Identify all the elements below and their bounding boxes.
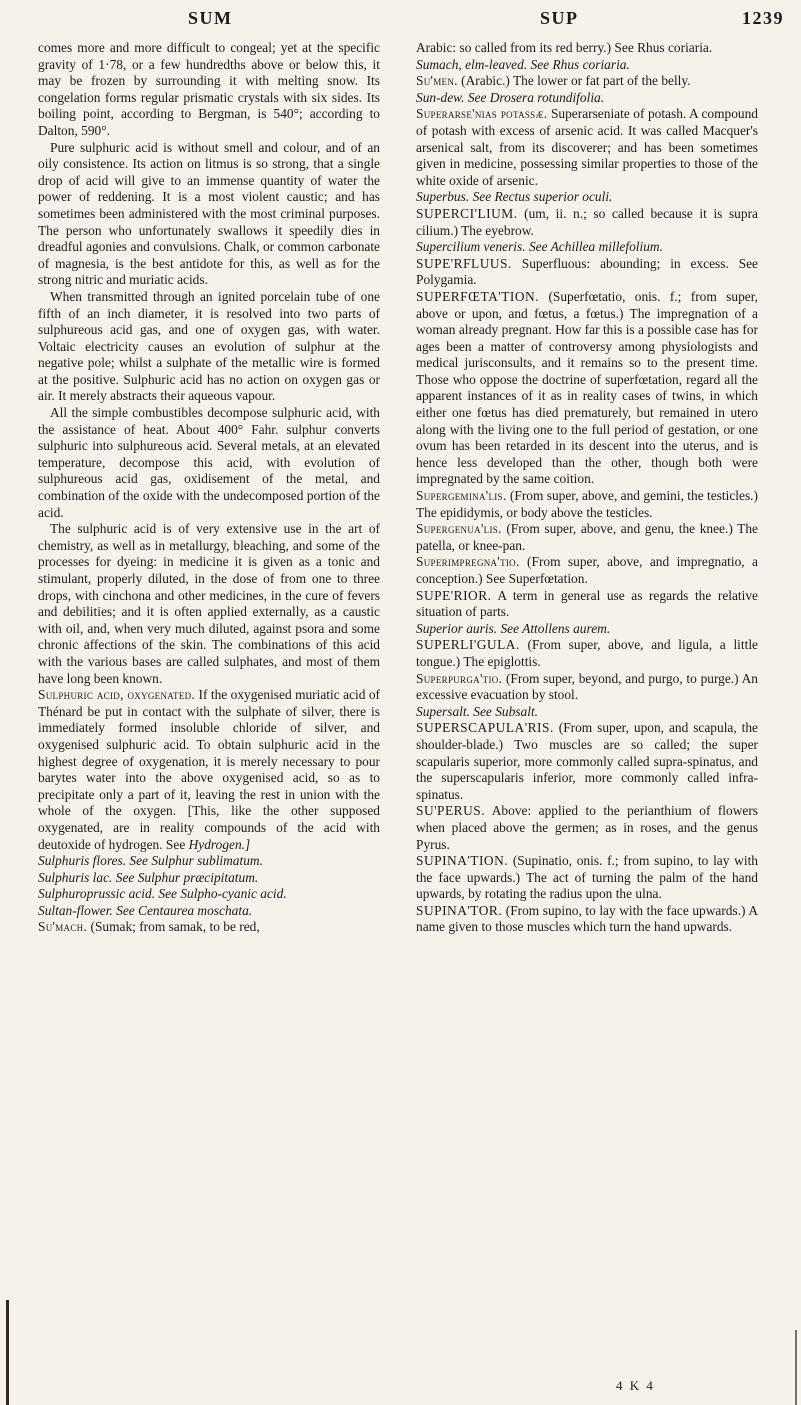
dictionary-entry <box>416 256 758 289</box>
entry-reference: See Sulpho-cyanic acid. <box>158 886 287 902</box>
dictionary-entry <box>416 637 758 670</box>
entry-reference: See Sulphur sublimatum. <box>129 853 263 869</box>
running-header <box>0 0 801 34</box>
dictionary-entry <box>416 521 758 554</box>
dictionary-entry <box>38 687 380 853</box>
dictionary-entry <box>38 886 380 903</box>
dictionary-entry <box>416 488 758 521</box>
paragraph: All the simple combustibles decompose sulphuric acid, with the assistance of heat. About 400° Fahr. sulphur converts sulphuric into sulphureous acid. Several metals, at an elevated temperature, decompose this acid, with evolution of sulphureous acid gas, oxidisement of the metal, and combination of the oxide with the undecomposed portion of the acid. <box>38 405 380 520</box>
dictionary-entry <box>416 853 758 903</box>
entry-body: (Supinatio, onis. f.; from supino, to lay with the face upwards.) The act of turning the palm of the hand upwards, by rotating the radius upon the ulna. <box>416 853 758 902</box>
entry-headword: Sulphuric acid, oxygenated. <box>38 687 196 703</box>
entry-body: (From super, above, and gemini, the testicles.) The epididymis, or body above the testicles. <box>416 488 758 520</box>
entry-body: Superfluous: abounding; in excess. See Polygamia. <box>416 255 758 288</box>
dictionary-entry <box>416 90 758 107</box>
entry-headword: SUPE'RFLUUS. <box>416 255 512 271</box>
entry-headword: SUPE'RIOR. <box>416 587 492 603</box>
dictionary-entry <box>416 621 758 638</box>
dictionary-entry <box>416 106 758 189</box>
entry-body: If the oxygenised muriatic acid of Thénard be put in contact with the sulphate of silver, there is immediately formed insoluble chloride of silver, and oxygenised sulphuric acid. To obtain sulphuric acid in the highest degree of oxygenation, it is merely necessary to pour barytes water into the above oxygenised acid, so as to precipitate only a part of it, leaving the rest in union with the whole of the oxygen. [This, like the other supposed oxygenated, are in reality compounds of the acid with deutoxide of hydrogen. See <box>38 687 380 852</box>
dictionary-entry <box>38 903 380 920</box>
dictionary-entry <box>416 704 758 721</box>
entry-headword: Su'men. <box>416 73 458 89</box>
dictionary-entry <box>416 206 758 239</box>
dictionary-entry <box>416 57 758 74</box>
entry-body: A term in general use as regards the relative situation of parts. <box>416 587 759 620</box>
entry-body: (From super, above, and genu, the knee.) The patella, or knee-pan. <box>416 521 758 553</box>
entry-reference: See Achillea millefolium. <box>528 239 663 255</box>
dictionary-entry <box>416 289 758 488</box>
entry-reference: See Drosera rotundifolia. <box>467 89 605 105</box>
entry-body: Above: applied to the perianthium of flowers when placed above the germen; as in roses, and the genus Pyrus. <box>416 803 758 852</box>
page-edge-shadow <box>795 1330 797 1405</box>
dictionary-entry <box>416 239 758 256</box>
signature-mark: 4 K 4 <box>616 1378 655 1393</box>
dictionary-entry <box>416 803 758 853</box>
entry-body: (From super, beyond, and purgo, to purge.) An excessive evacuation by stool. <box>416 670 758 703</box>
paragraph: Pure sulphuric acid is without smell and colour, and of an oily consistence. Its action on litmus is so strong, that a single drop of acid will give to an immense quantity of water the power of reddening. It is a most violent caustic; and has sometimes been administered with the most criminal purposes. The person who unfortunately swallows it speedily dies in dreadful agonies and convulsions. Chalk, or common carbonate of magnesia, is the best antidote for this, as well as for the strong nitric and muriatic acids. <box>38 139 380 288</box>
entry-reference: See Attollens aurem. <box>500 620 611 636</box>
entry-headword: Sultan-flower. <box>38 902 113 918</box>
page-number: 1239 <box>742 8 784 28</box>
entry-headword: SUPINA'TOR. <box>416 902 503 918</box>
entry-headword: Superarse'nias potassæ. <box>416 106 548 122</box>
entry-headword: Supercilium veneris. <box>416 239 526 255</box>
entry-headword: SUPERCI'LIUM. <box>416 205 518 221</box>
binding-edge <box>6 1300 9 1405</box>
entry-headword: Sulphuris flores. <box>38 853 127 869</box>
entry-headword: Supergemina'lis. <box>416 488 507 504</box>
entry-body: (Superfœtatio, onis. f.; from super, above or upon, and fœtus, a fœtus.) The impregnation of a woman already pregnant. How far this is a possible case has for ages been a matter of controversy among physiologists and medical jurisconsults, and it remains so to the present time. Those who oppose the doctrine of superfœtation, regard all the apparent instances of it as in reality cases of twins, in which either one fœtus has died prematurely, but remained in utero along with the living one to the full period of gestation, or one ovum has been retarded in its descent into the uterus, and is hence less developed than the other, though both were impregnated by the same coition. <box>416 288 758 487</box>
dictionary-entry <box>38 919 380 936</box>
dictionary-entry <box>38 870 380 887</box>
entry-headword: Sumach, elm-leaved. <box>416 56 528 72</box>
dictionary-entry <box>38 853 380 870</box>
entry-reference: See Rhus coriaria. <box>530 56 630 72</box>
paragraph: The sulphuric acid is of very extensive use in the art of chemistry, as well as in metallurgy, bleaching, and some of the processes for dyeing: in medicine it is given as a tonic and stimulant, properly diluted, in the dose of from one to three drops, with cinchona and other medicines, in the cure of fevers and debilities; and it is often applied externally, as a caustic with oil, and, when very much diluted, against psora and some chronic affections of the skin. The combinations of this acid with the various bases are called sulphates, and most of them have long been known. <box>38 521 380 686</box>
entry-headword: Sulphuris lac. <box>38 869 113 885</box>
dictionary-entry <box>416 903 758 936</box>
entry-reference: See Sulphur præcipitatum. <box>115 869 259 885</box>
entry-body: (From supino, to lay with the face upwards.) A name given to those muscles which turn the hand upwards. <box>416 902 759 935</box>
entry-reference: See Subsalt. <box>473 703 539 719</box>
entry-headword: Supergenua'lis. <box>416 521 502 537</box>
entry-headword: SU'PERUS. <box>416 803 486 819</box>
entry-headword: Su'mach. <box>38 919 88 935</box>
paragraph: When transmitted through an ignited porcelain tube of one fifth of an inch diameter, it is resolved into two parts of sulphureous acid gas, and one of oxygen gas, with water. Voltaic electricity causes an evolution of sulphur at the negative pole; whilst a sulphate of the metallic wire is formed at the positive. Sulphuric acid has no action on oxygen gas or air. It merely abstracts their aqueous vapour. <box>38 288 380 404</box>
entry-headword: Supersalt. <box>416 703 470 719</box>
entry-headword: SUPINA'TION. <box>416 853 509 869</box>
entry-body: (Sumak; from samak, to be red, <box>90 919 260 935</box>
header-center-word: SUP <box>540 8 579 28</box>
left-column <box>38 40 380 936</box>
entry-body: Superarseniate of potash. A compound of potash with excess of arsenic acid. It was called Macquer's arsenical salt, from its discoverer; and has been sometimes given in medicine, possessing similar properties to those of the white oxide of arsenic. <box>416 106 758 188</box>
dictionary-entry <box>416 554 758 587</box>
dictionary-entry <box>416 720 758 803</box>
entry-body: (From super, upon, and scapula, the shoulder-blade.) Two muscles are so called; the super scapularis superior, more commonly called supra-spinatus, and the superscapularis inferior, more commonly called infra-spinatus. <box>416 720 758 802</box>
entry-headword: Sun-dew. <box>416 89 465 105</box>
entry-body: (From super, above, and ligula, a little tongue.) The epiglottis. <box>416 637 758 669</box>
entry-body: (um, ii. n.; so called because it is supra cilium.) The eyebrow. <box>416 205 758 238</box>
paragraph: comes more and more difficult to congeal; yet at the specific gravity of 1·78, or a few hundredths above or below this, it may be frozen by surrounding it with melting snow. Its congelation forms regular prismatic crystals with six sides. Its boiling point, according to Bergman, is 540°; according to Dalton, 590°. <box>38 40 380 138</box>
entry-body: (From super, above, and impregnatio, a conception.) See Superfœtation. <box>416 554 758 586</box>
right-column <box>416 40 758 936</box>
dictionary-entry <box>416 189 758 206</box>
entry-reference: See Rectus superior oculi. <box>472 189 613 205</box>
entry-body: (Arabic.) The lower or fat part of the belly. <box>461 73 691 89</box>
entry-headword: Superimpregna'tio. <box>416 554 520 570</box>
entry-headword: Superior auris. <box>416 620 498 636</box>
dictionary-entry <box>416 671 758 704</box>
entry-headword: SUPERSCAPULA'RIS. <box>416 720 554 736</box>
entry-headword: SUPERLI'GULA. <box>416 637 520 653</box>
entry-reference: See Centaurea moschata. <box>116 902 253 918</box>
entry-reference: Hydrogen.] <box>188 836 251 852</box>
dictionary-entry <box>416 588 758 621</box>
paragraph: Arabic: so called from its red berry.) See Rhus coriaria. <box>416 40 713 55</box>
header-left-word: SUM <box>188 8 233 28</box>
dictionary-entry <box>416 73 758 90</box>
entry-headword: Sulphuroprussic acid. <box>38 886 156 902</box>
entry-headword: Superpurga'tio. <box>416 670 503 686</box>
entry-headword: SUPERFŒTA'TION. <box>416 288 540 304</box>
entry-headword: Superbus. <box>416 189 470 205</box>
